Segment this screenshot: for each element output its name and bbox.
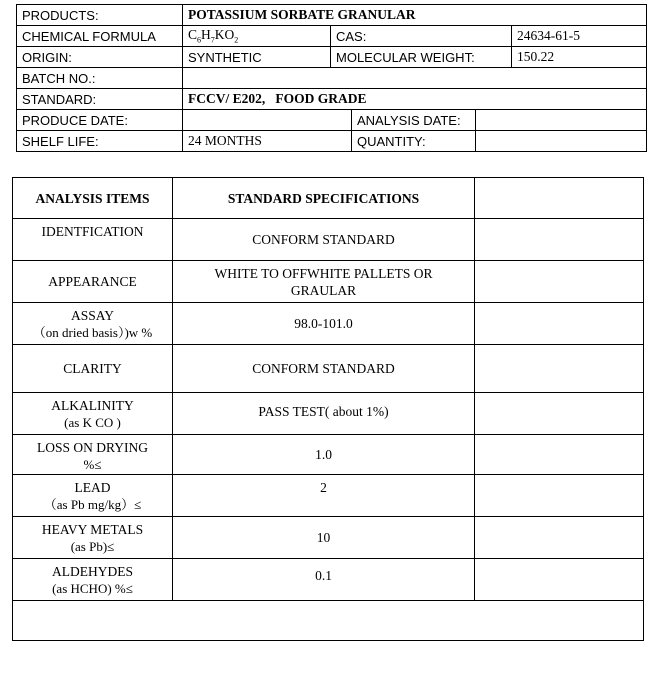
shelf-life-label: SHELF LIFE: [17,131,183,152]
item-name: ALDEHYDES [52,564,133,579]
analysis-row [13,475,644,517]
analysis-item [13,219,173,261]
origin-label: ORIGIN: [17,47,183,68]
cas-label: CAS: [331,26,512,47]
item-condition: (as HCHO) %≤ [52,581,133,596]
analysis-item [13,303,173,345]
analysis-item [13,475,173,517]
item-name: ALKALINITY [51,398,134,413]
analysis-spec: PASS TEST( about 1%) [173,393,475,435]
analysis-spec: 1.0 [173,435,475,475]
analysis-item [13,435,173,475]
analysis-table [12,177,644,641]
analysis-header-row [13,178,644,219]
chemical-formula-label: CHEMICAL FORMULA [17,26,183,47]
item-name: CLARITY [63,361,122,376]
item-name: ASSAY [70,308,115,323]
item-name: HEAVY METALS [41,522,144,537]
analysis-row [13,261,644,303]
analysis-spec: CONFORM STANDARD [173,345,475,393]
produce-date-row [17,110,647,131]
item-condition: （on dried basis）)w % [32,325,153,340]
origin-row [17,47,647,68]
item-condition: （as Pb mg/kg）≤ [43,497,142,512]
cas-value: 24634-61-5 [512,26,647,47]
item-condition: %≤ [83,457,102,472]
product-info-table [16,4,647,152]
analysis-row [13,219,644,261]
analysis-item [13,261,173,303]
produce-date-label: PRODUCE DATE: [17,110,183,131]
item-name: APPEARANCE [48,274,137,289]
analysis-spec: 10 [173,517,475,559]
standard-label: STANDARD: [17,89,183,110]
item-name: LOSS ON DRYING [36,440,148,455]
analysis-date-label: ANALYSIS DATE: [352,110,476,131]
analysis-row [13,303,644,345]
products-value: POTASSIUM SORBATE GRANULAR [183,5,647,26]
item-condition: (as K CO ) [64,415,121,430]
produce-date-value [183,110,352,131]
products-label: PRODUCTS: [17,5,183,26]
standard-value: FCCV/ E202, FOOD GRADE [183,89,647,110]
analysis-result [475,393,644,435]
origin-value: SYNTHETIC [183,47,331,68]
analysis-result [475,517,644,559]
batch-value [183,68,647,89]
quantity-value [476,131,647,152]
analysis-footer-row [13,601,644,641]
analysis-items-header: ANALYSIS ITEMS [13,178,173,219]
analysis-result [475,345,644,393]
products-row [17,5,647,26]
analysis-spec: 2 [173,475,475,517]
molecular-weight-label: MOLECULAR WEIGHT: [331,47,512,68]
item-name: IDENTFICATION [41,224,144,239]
batch-row [17,68,647,89]
batch-label: BATCH NO.: [17,68,183,89]
molecular-weight-value: 150.22 [512,47,647,68]
analysis-item [13,393,173,435]
item-condition: (as Pb)≤ [70,539,115,554]
analysis-spec: WHITE TO OFFWHITE PALLETS OR GRAULAR [173,261,475,303]
item-name: LEAD [74,480,111,495]
standard-specifications-header: STANDARD SPECIFICATIONS [173,178,475,219]
analysis-item [13,559,173,601]
standard-row [17,89,647,110]
analysis-row [13,517,644,559]
analysis-spec: 0.1 [173,559,475,601]
analysis-date-value [476,110,647,131]
analysis-spec: CONFORM STANDARD [173,219,475,261]
results-header [475,178,644,219]
analysis-result [475,219,644,261]
analysis-result [475,435,644,475]
analysis-result [475,475,644,517]
shelf-life-row [17,131,647,152]
analysis-row [13,435,644,475]
analysis-row [13,559,644,601]
chemical-formula-row [17,26,647,47]
remarks-cell [13,601,644,641]
chemical-formula-value: $C_6H_7KO_2$ [183,26,331,47]
analysis-row [13,345,644,393]
analysis-result [475,303,644,345]
analysis-row [13,393,644,435]
analysis-result [475,261,644,303]
shelf-life-value: 24 MONTHS [183,131,352,152]
quantity-label: QUANTITY: [352,131,476,152]
analysis-spec: 98.0-101.0 [173,303,475,345]
analysis-item [13,517,173,559]
analysis-result [475,559,644,601]
analysis-item [13,345,173,393]
